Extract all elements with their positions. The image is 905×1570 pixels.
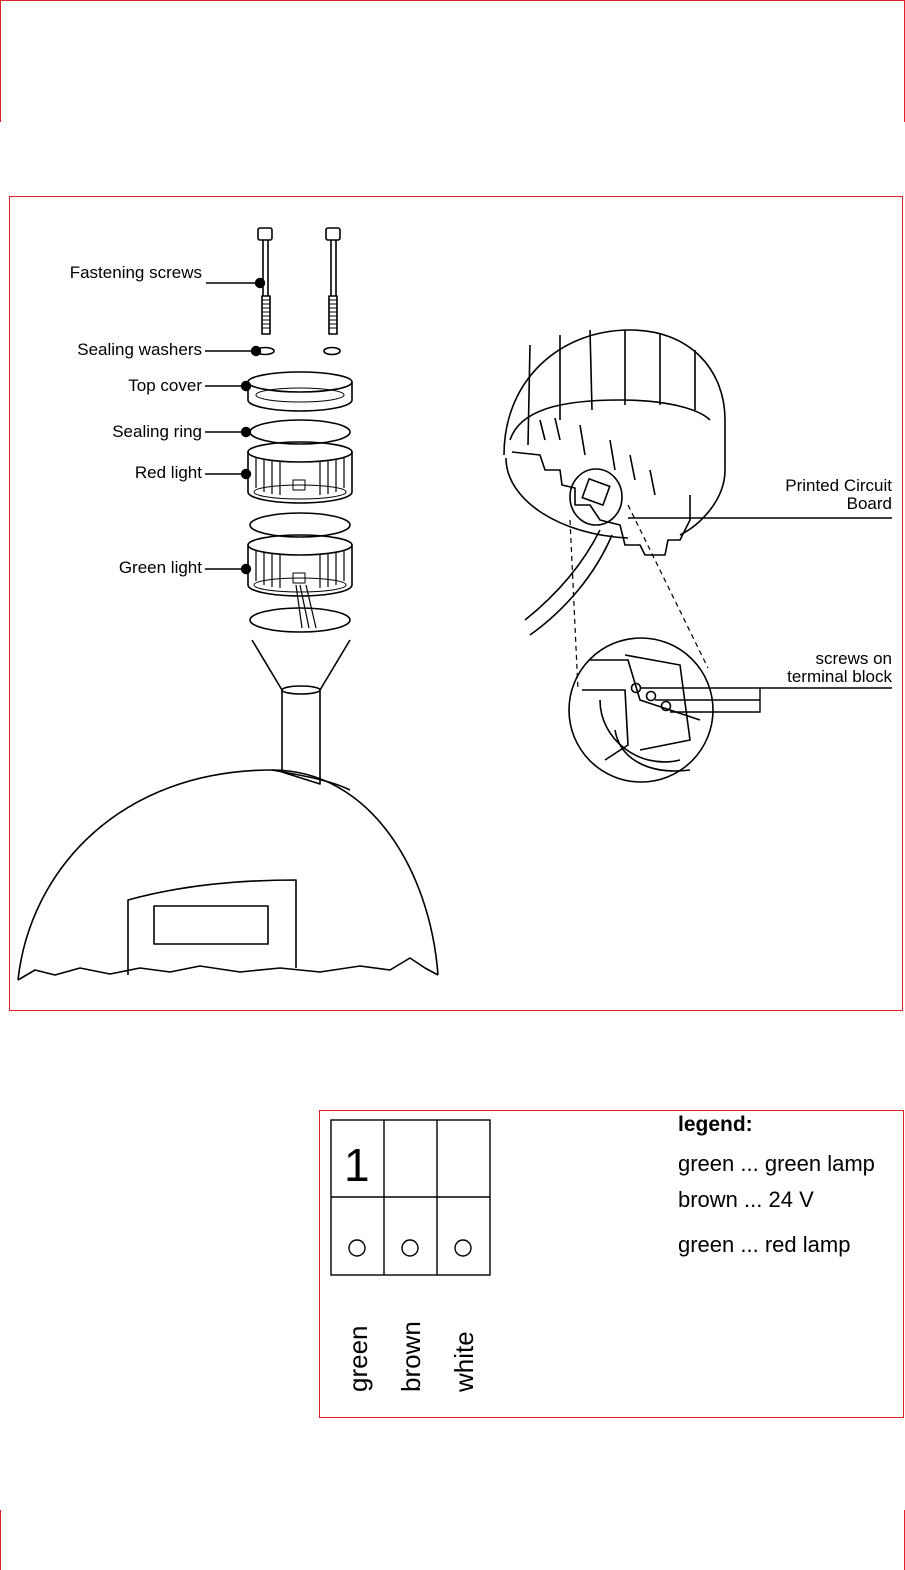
red-light-shape xyxy=(248,442,352,503)
label-fastening-screws: Fastening screws xyxy=(69,263,202,282)
fastening-screw-right xyxy=(326,228,340,334)
label-red-light: Red light xyxy=(134,463,202,482)
label-screws-line1: screws on xyxy=(815,649,892,668)
wire-label-green: green xyxy=(343,1325,373,1392)
sealing-washer-right xyxy=(324,348,340,355)
label-pcb-line1: Printed Circuit xyxy=(785,476,892,495)
terminal-number: 1 xyxy=(344,1139,370,1191)
base-dome xyxy=(18,770,438,980)
label-sealing-washers: Sealing washers xyxy=(77,340,202,359)
label-pcb-line2: Board xyxy=(846,494,892,513)
sealing-ring-shape xyxy=(250,420,350,444)
terminal-block-zoom xyxy=(569,638,713,782)
label-sealing-ring: Sealing ring xyxy=(112,422,202,441)
mounting-pole xyxy=(252,640,350,784)
green-light-shape xyxy=(248,535,352,628)
legend-title: legend: xyxy=(678,1113,753,1136)
legend-item-green-lamp: green ... green lamp xyxy=(678,1151,875,1176)
legend-item-24v: brown ... 24 V xyxy=(678,1187,814,1212)
legend-item-red-lamp: green ... red lamp xyxy=(678,1232,851,1257)
label-top-cover: Top cover xyxy=(128,376,202,395)
pcb-housing-drawing xyxy=(504,330,725,635)
wire-label-brown: brown xyxy=(396,1321,426,1392)
label-green-light: Green light xyxy=(118,558,202,577)
wire-label-white: white xyxy=(449,1331,479,1392)
top-cover-shape xyxy=(248,372,352,411)
label-screws-line2: terminal block xyxy=(787,667,892,686)
sealing-ring-2-shape xyxy=(250,513,350,537)
